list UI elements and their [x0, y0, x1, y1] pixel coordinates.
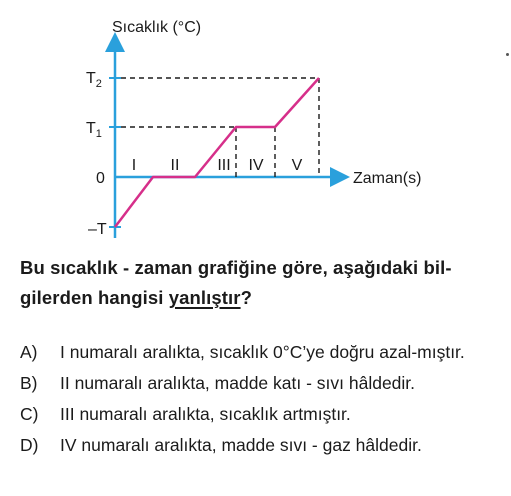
question-main: Bu sıcaklık - zaman grafiğine göre, aşağıdaki bil-gilerden hangisi [20, 257, 452, 308]
question-emphasis: yanlıştır [168, 287, 241, 308]
y-tick-t1: $T_1$ [86, 120, 102, 140]
answer-choices [20, 340, 505, 464]
interval-label-4: IV [248, 157, 264, 174]
question-text [20, 253, 500, 313]
y-tick-neg-t: –T [88, 221, 107, 238]
choice-a[interactable] [20, 340, 505, 365]
y-axis-label: Sıcaklık (°C) [112, 19, 202, 36]
interval-label-2: II [170, 157, 180, 174]
choice-b[interactable] [20, 371, 505, 396]
choice-text: I numaralı aralıkta, sıcaklık 0°C’ye doğru azal-mıştır. [60, 342, 465, 362]
choice-d[interactable] [20, 433, 505, 458]
choice-letter: D) [20, 435, 39, 455]
temperature-curve [115, 78, 319, 227]
choice-letter: A) [20, 342, 38, 362]
question-mark: ? [240, 287, 252, 308]
stray-dot [506, 53, 509, 56]
interval-label-1: I [131, 157, 137, 174]
x-axis-label: Zaman(s) [353, 170, 422, 187]
choice-text: IV numaralı aralıkta, madde sıvı - gaz hâldedir. [60, 435, 422, 455]
choice-text: III numaralı aralıkta, sıcaklık artmıştır. [60, 404, 351, 424]
y-tick-zero: 0 [96, 170, 105, 187]
choice-c[interactable] [20, 402, 505, 427]
choice-letter: C) [20, 404, 39, 424]
interval-label-5: V [291, 157, 303, 174]
choice-text: II numaralı aralıkta, madde katı - sıvı hâldedir. [60, 373, 416, 393]
interval-label-3: III [217, 157, 231, 174]
choice-letter: B) [20, 373, 38, 393]
y-tick-t2: $T_2$ [86, 70, 102, 90]
